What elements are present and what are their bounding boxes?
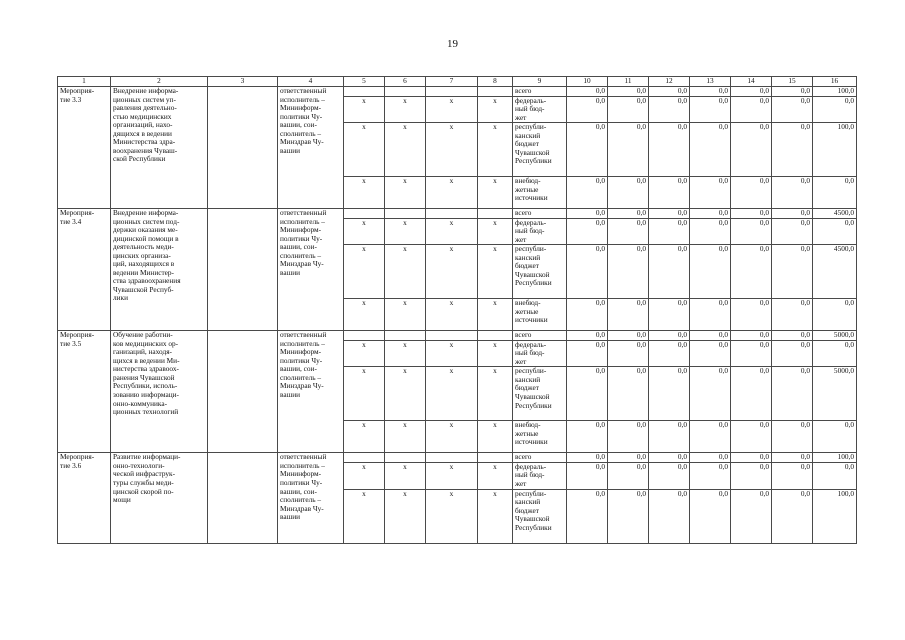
marker-cell: x — [344, 421, 385, 453]
funding-value: 0,0 — [690, 218, 731, 245]
marker-cell: x — [426, 367, 478, 421]
funding-value: 0,0 — [690, 245, 731, 299]
marker-cell: x — [426, 489, 478, 543]
funding-value: 0,0 — [731, 367, 772, 421]
funding-value: 0,0 — [608, 209, 649, 219]
activity-title: Обучение работни- ков медицинских ор- ганизаций, находя- щихся в ведении Ми- нистерства здравоох- ранения Чувашской Республики, исполь- зованию информаци- онно-коммуника- ционных технологий — [111, 331, 208, 453]
funding-value: 0,0 — [772, 123, 813, 177]
marker-cell — [385, 453, 426, 463]
funding-value: 0,0 — [649, 462, 690, 489]
marker-cell — [478, 87, 513, 97]
page-number: 19 — [447, 38, 458, 50]
funding-value: 0,0 — [731, 96, 772, 123]
marker-cell: x — [478, 462, 513, 489]
marker-cell: x — [344, 340, 385, 367]
marker-cell: x — [385, 367, 426, 421]
marker-cell — [385, 331, 426, 341]
marker-cell: x — [385, 96, 426, 123]
funding-value: 0,0 — [567, 489, 608, 543]
funding-value: 0,0 — [567, 177, 608, 209]
funding-value: 0,0 — [649, 489, 690, 543]
activity-id: Мероприя- тие 3.3 — [58, 87, 111, 209]
activity-executors: ответственный исполнитель – Мининформ- политики Чу- вашии, сои- сполнитель – Минздрав Чу- вашии — [278, 87, 344, 209]
funding-source: федераль- ный бюд- жет — [513, 340, 567, 367]
marker-cell — [426, 453, 478, 463]
marker-cell: x — [385, 218, 426, 245]
activity-col3 — [208, 453, 278, 543]
marker-cell: x — [426, 123, 478, 177]
activity-id: Мероприя- тие 3.5 — [58, 331, 111, 453]
marker-cell: x — [385, 421, 426, 453]
funding-value: 0,0 — [649, 299, 690, 331]
marker-cell — [344, 209, 385, 219]
funding-source: всего — [513, 331, 567, 341]
funding-value: 0,0 — [608, 462, 649, 489]
funding-value: 0,0 — [690, 489, 731, 543]
marker-cell: x — [478, 340, 513, 367]
activity-col3 — [208, 331, 278, 453]
funding-value: 0,0 — [690, 367, 731, 421]
column-number: 14 — [731, 77, 772, 87]
funding-value: 0,0 — [731, 218, 772, 245]
activity-id: Мероприя- тие 3.4 — [58, 209, 111, 331]
column-number: 8 — [478, 77, 513, 87]
activity-executors: ответственный исполнитель – Мининформ- политики Чу- вашии, сои- сполнитель – Минздрав Чу- вашии — [278, 453, 344, 543]
program-activities-table — [57, 76, 857, 544]
column-number: 1 — [58, 77, 111, 87]
funding-value: 0,0 — [649, 245, 690, 299]
funding-value: 0,0 — [608, 87, 649, 97]
funding-value: 0,0 — [772, 218, 813, 245]
funding-value: 0,0 — [813, 340, 857, 367]
activity-title: Внедрение информа- ционных систем уп- равления деятельно- стью медицинских организаций, нахо- дящихся в ведении Министерства здра- воохранения Чуваш- ской Республики — [111, 87, 208, 209]
table-row — [58, 331, 857, 341]
funding-value: 0,0 — [608, 299, 649, 331]
funding-value: 4500,0 — [813, 209, 857, 219]
marker-cell: x — [344, 462, 385, 489]
funding-value: 0,0 — [772, 245, 813, 299]
funding-value: 0,0 — [567, 340, 608, 367]
marker-cell: x — [426, 421, 478, 453]
funding-value: 0,0 — [731, 421, 772, 453]
marker-cell — [426, 209, 478, 219]
funding-value: 0,0 — [772, 367, 813, 421]
marker-cell — [344, 453, 385, 463]
funding-value: 0,0 — [567, 367, 608, 421]
activity-id: Мероприя- тие 3.6 — [58, 453, 111, 543]
funding-value: 0,0 — [772, 87, 813, 97]
column-number: 6 — [385, 77, 426, 87]
funding-value: 4500,0 — [813, 245, 857, 299]
funding-source: всего — [513, 87, 567, 97]
marker-cell: x — [478, 299, 513, 331]
funding-value: 100,0 — [813, 489, 857, 543]
column-number: 9 — [513, 77, 567, 87]
funding-value: 0,0 — [772, 299, 813, 331]
funding-value: 0,0 — [731, 462, 772, 489]
marker-cell: x — [344, 96, 385, 123]
funding-source: внебюд- жетные источники — [513, 177, 567, 209]
funding-value: 0,0 — [608, 218, 649, 245]
funding-value: 0,0 — [813, 299, 857, 331]
funding-value: 0,0 — [567, 331, 608, 341]
funding-value: 0,0 — [567, 87, 608, 97]
funding-value: 5000,0 — [813, 331, 857, 341]
marker-cell: x — [478, 218, 513, 245]
marker-cell: x — [426, 245, 478, 299]
marker-cell: x — [426, 177, 478, 209]
marker-cell: x — [478, 421, 513, 453]
marker-cell: x — [344, 245, 385, 299]
marker-cell: x — [478, 123, 513, 177]
marker-cell: x — [426, 340, 478, 367]
marker-cell: x — [426, 299, 478, 331]
funding-value: 0,0 — [567, 421, 608, 453]
funding-value: 0,0 — [649, 421, 690, 453]
funding-source: внебюд- жетные источники — [513, 299, 567, 331]
funding-value: 0,0 — [690, 96, 731, 123]
funding-value: 0,0 — [813, 462, 857, 489]
activity-col3 — [208, 87, 278, 209]
funding-value: 0,0 — [567, 299, 608, 331]
funding-value: 0,0 — [690, 462, 731, 489]
marker-cell — [344, 331, 385, 341]
table-body — [58, 77, 857, 544]
marker-cell: x — [426, 96, 478, 123]
funding-value: 0,0 — [608, 96, 649, 123]
funding-value: 0,0 — [731, 209, 772, 219]
marker-cell: x — [478, 96, 513, 123]
funding-value: 0,0 — [567, 123, 608, 177]
funding-value: 0,0 — [608, 177, 649, 209]
funding-source: федераль- ный бюд- жет — [513, 462, 567, 489]
activity-title: Внедрение информа- ционных систем под- держки оказания ме- дицинской помощи в деятельность меди- цинских организа- ций, находящихся в ведении Министер- ства здравоохранения Чувашской Респуб- лики — [111, 209, 208, 331]
funding-value: 0,0 — [772, 462, 813, 489]
funding-value: 0,0 — [690, 177, 731, 209]
column-number: 2 — [111, 77, 208, 87]
activity-executors: ответственный исполнитель – Мининформ- политики Чу- вашии, сои- сполнитель – Минздрав Чу- вашии — [278, 331, 344, 453]
activity-col3 — [208, 209, 278, 331]
funding-value: 100,0 — [813, 453, 857, 463]
funding-value: 0,0 — [567, 96, 608, 123]
marker-cell: x — [478, 245, 513, 299]
funding-value: 0,0 — [649, 367, 690, 421]
funding-value: 0,0 — [731, 489, 772, 543]
funding-value: 0,0 — [731, 453, 772, 463]
column-number: 5 — [344, 77, 385, 87]
funding-value: 100,0 — [813, 123, 857, 177]
marker-cell — [426, 87, 478, 97]
funding-value: 0,0 — [690, 299, 731, 331]
funding-value: 0,0 — [690, 123, 731, 177]
funding-value: 0,0 — [649, 331, 690, 341]
funding-value: 0,0 — [608, 331, 649, 341]
marker-cell — [344, 87, 385, 97]
funding-source: федераль- ный бюд- жет — [513, 218, 567, 245]
marker-cell: x — [385, 177, 426, 209]
funding-source: всего — [513, 209, 567, 219]
funding-value: 0,0 — [608, 245, 649, 299]
funding-value: 0,0 — [813, 421, 857, 453]
column-number: 10 — [567, 77, 608, 87]
table-row — [58, 453, 857, 463]
marker-cell: x — [478, 177, 513, 209]
marker-cell: x — [385, 123, 426, 177]
funding-value: 0,0 — [649, 177, 690, 209]
marker-cell: x — [344, 367, 385, 421]
funding-value: 0,0 — [772, 340, 813, 367]
column-number: 11 — [608, 77, 649, 87]
marker-cell — [478, 209, 513, 219]
activity-executors: ответственный исполнитель – Мининформ- политики Чу- вашии, сои- сполнитель – Минздрав Чу- вашии — [278, 209, 344, 331]
funding-value: 0,0 — [690, 421, 731, 453]
funding-source: республи- канский бюджет Чувашской Республики — [513, 367, 567, 421]
funding-value: 0,0 — [690, 331, 731, 341]
funding-value: 0,0 — [567, 453, 608, 463]
funding-value: 0,0 — [813, 177, 857, 209]
marker-cell — [385, 87, 426, 97]
funding-value: 100,0 — [813, 87, 857, 97]
funding-value: 0,0 — [772, 453, 813, 463]
funding-value: 0,0 — [731, 177, 772, 209]
funding-value: 0,0 — [649, 218, 690, 245]
column-number: 13 — [690, 77, 731, 87]
marker-cell: x — [385, 245, 426, 299]
funding-value: 0,0 — [731, 340, 772, 367]
funding-value: 0,0 — [731, 123, 772, 177]
table-row — [58, 209, 857, 219]
funding-value: 5000,0 — [813, 367, 857, 421]
marker-cell: x — [426, 218, 478, 245]
table-row — [58, 87, 857, 97]
funding-value: 0,0 — [772, 421, 813, 453]
funding-value: 0,0 — [690, 209, 731, 219]
funding-value: 0,0 — [772, 177, 813, 209]
marker-cell: x — [344, 299, 385, 331]
funding-value: 0,0 — [731, 245, 772, 299]
funding-value: 0,0 — [649, 340, 690, 367]
marker-cell — [385, 209, 426, 219]
funding-value: 0,0 — [608, 123, 649, 177]
funding-value: 0,0 — [731, 331, 772, 341]
funding-value: 0,0 — [567, 245, 608, 299]
funding-value: 0,0 — [567, 218, 608, 245]
funding-value: 0,0 — [772, 209, 813, 219]
funding-source: внебюд- жетные источники — [513, 421, 567, 453]
funding-value: 0,0 — [649, 209, 690, 219]
marker-cell: x — [385, 462, 426, 489]
column-number-row — [58, 77, 857, 87]
funding-value: 0,0 — [690, 340, 731, 367]
funding-value: 0,0 — [608, 340, 649, 367]
column-number: 16 — [813, 77, 857, 87]
funding-value: 0,0 — [772, 489, 813, 543]
funding-value: 0,0 — [567, 209, 608, 219]
marker-cell: x — [344, 218, 385, 245]
funding-source: всего — [513, 453, 567, 463]
marker-cell: x — [385, 340, 426, 367]
funding-source: республи- канский бюджет Чувашской Республики — [513, 123, 567, 177]
marker-cell: x — [426, 462, 478, 489]
marker-cell — [426, 331, 478, 341]
funding-value: 0,0 — [608, 489, 649, 543]
funding-value: 0,0 — [731, 299, 772, 331]
marker-cell — [478, 453, 513, 463]
marker-cell — [478, 331, 513, 341]
marker-cell: x — [385, 489, 426, 543]
funding-value: 0,0 — [649, 453, 690, 463]
marker-cell: x — [478, 367, 513, 421]
column-number: 4 — [278, 77, 344, 87]
funding-value: 0,0 — [690, 87, 731, 97]
funding-source: республи- канский бюджет Чувашской Республики — [513, 489, 567, 543]
funding-value: 0,0 — [649, 123, 690, 177]
column-number: 15 — [772, 77, 813, 87]
activity-title: Развитие информаци- онно-технологи- ческой инфраструк- туры службы меди- цинской скорой по- мощи — [111, 453, 208, 543]
funding-value: 0,0 — [772, 331, 813, 341]
funding-value: 0,0 — [690, 453, 731, 463]
funding-source: федераль- ный бюд- жет — [513, 96, 567, 123]
funding-value: 0,0 — [813, 96, 857, 123]
marker-cell: x — [344, 489, 385, 543]
marker-cell: x — [478, 489, 513, 543]
column-number: 12 — [649, 77, 690, 87]
funding-value: 0,0 — [567, 462, 608, 489]
funding-value: 0,0 — [608, 367, 649, 421]
funding-value: 0,0 — [813, 218, 857, 245]
funding-value: 0,0 — [608, 453, 649, 463]
column-number: 3 — [208, 77, 278, 87]
funding-value: 0,0 — [608, 421, 649, 453]
marker-cell: x — [385, 299, 426, 331]
marker-cell: x — [344, 177, 385, 209]
marker-cell: x — [344, 123, 385, 177]
column-number: 7 — [426, 77, 478, 87]
funding-value: 0,0 — [649, 87, 690, 97]
funding-value: 0,0 — [731, 87, 772, 97]
funding-value: 0,0 — [649, 96, 690, 123]
funding-source: республи- канский бюджет Чувашской Республики — [513, 245, 567, 299]
funding-value: 0,0 — [772, 96, 813, 123]
